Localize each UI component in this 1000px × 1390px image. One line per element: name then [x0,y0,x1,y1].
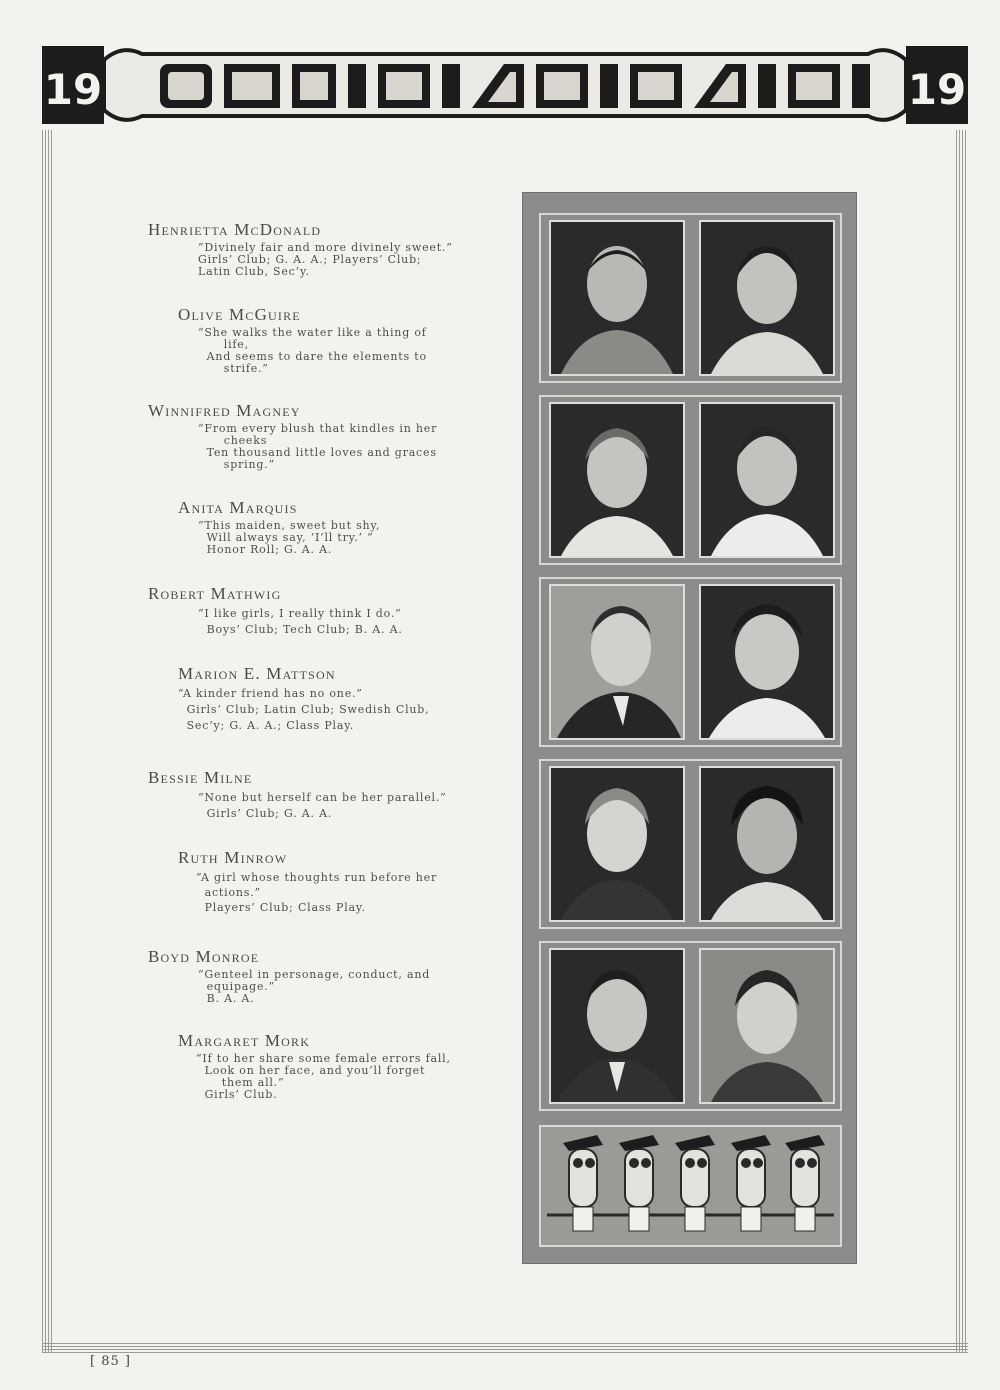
entry-line: Players’ Club; Class Play. [196,901,366,914]
portrait-photo [699,766,835,922]
entry-line: Sec’y; G. A. A.; Class Play. [178,719,355,732]
entry-ruth-minrow [178,848,518,915]
entry-name: Robert Mathwig [148,584,282,603]
entry-line: “She walks the water like a thing of [198,326,427,339]
entry-line: strife.” [198,362,269,375]
entry-line: “From every blush that kindles in her [198,422,438,435]
portrait-row [539,759,842,929]
entry-henrietta-mcdonald [148,220,488,278]
bottom-border-rule [42,1341,968,1353]
entry-anita-marquis [178,498,518,556]
entry-line: Girls’ Club; Latin Club; Swedish Club, [178,703,430,716]
entry-line: “A kinder friend has no one.” [178,687,363,700]
page-number: [ 85 ] [90,1354,131,1369]
entry-line: spring.” [198,458,275,471]
entry-bessie-milne [148,768,488,822]
entry-lines [148,423,488,471]
entry-line: Girls’ Club; G. A. A. [198,807,333,820]
entry-line: Latin Club, Sec’y. [198,265,310,278]
entry-line: And seems to dare the elements to [198,350,427,363]
owl-icon [541,1127,840,1245]
entry-lines [148,242,488,278]
entry-line: Honor Roll; G. A. A. [198,543,333,556]
portrait-photo [549,766,685,922]
portrait-photo [549,402,685,558]
entry-line: “None but herself can be her parallel.” [198,791,447,804]
entry-name: Olive McGuire [178,305,301,324]
entry-lines [178,327,518,375]
entry-lines [178,1053,518,1101]
entry-margaret-mork [178,1031,518,1101]
entry-line: “This maiden, sweet but shy, [198,519,381,532]
entry-line: Girls’ Club; G. A. A.; Players’ Club; [198,253,422,266]
portrait-photo [699,220,835,376]
entry-boyd-monroe [148,947,488,1005]
senior-entries [0,0,520,1300]
entry-line: “Genteel in personage, conduct, and [198,968,431,981]
portrait-photo [549,948,685,1104]
entry-name: Winnifred Magney [148,401,301,420]
entry-line: them all.” [196,1076,285,1089]
entry-robert-mathwig [148,584,488,638]
portrait-photo [699,584,835,740]
portrait-row [539,213,842,383]
entry-lines [178,870,518,915]
entry-olive-mcguire [178,305,518,375]
entry-marion-mattson [178,664,518,734]
entry-line: “A girl whose thoughts run before her [196,871,438,884]
portrait-column [522,192,857,1264]
entry-line: “I like girls, I really think I do.” [198,607,402,620]
entry-name: Ruth Minrow [178,848,288,867]
entry-name: Boyd Monroe [148,947,260,966]
entry-name: Bessie Milne [148,768,253,787]
entry-lines [178,520,518,556]
portrait-photo [549,220,685,376]
portrait-photo [699,402,835,558]
portrait-row [539,395,842,565]
entry-line: cheeks [198,434,268,447]
entry-name: Marion E. Mattson [178,664,336,683]
entry-name: Margaret Mork [178,1031,311,1050]
entry-name: Anita Marquis [178,498,298,517]
entry-lines [148,606,488,638]
owl-graduates-illustration [539,1125,842,1247]
entry-winnifred-magney [148,401,488,471]
entry-name: Henrietta McDonald [148,220,322,239]
entry-line: “Divinely fair and more divinely sweet.” [198,241,453,254]
entry-line: “If to her share some female errors fall, [196,1052,451,1065]
entry-lines [148,969,488,1005]
entry-line: Ten thousand little loves and graces [198,446,437,459]
portrait-row [539,941,842,1111]
portrait-photo [699,948,835,1104]
entry-line: life, [198,338,249,351]
entry-line: Look on her face, and you’ll forget [196,1064,426,1077]
entry-lines [178,686,518,734]
portrait-row [539,577,842,747]
entry-line: Boys’ Club; Tech Club; B. A. A. [198,623,403,636]
year-right: 19 [907,65,967,114]
right-border-rule [956,130,968,1352]
entry-line: Will always say, ‘I’ll try.’ ” [198,531,374,544]
entry-lines [148,790,488,822]
entry-line: B. A. A. [198,992,255,1005]
entry-line: Girls’ Club. [196,1088,278,1101]
portrait-photo [549,584,685,740]
entry-line: actions.” [196,886,261,899]
entry-line: equipage.” [198,980,276,993]
year-left: 19 [43,65,103,114]
